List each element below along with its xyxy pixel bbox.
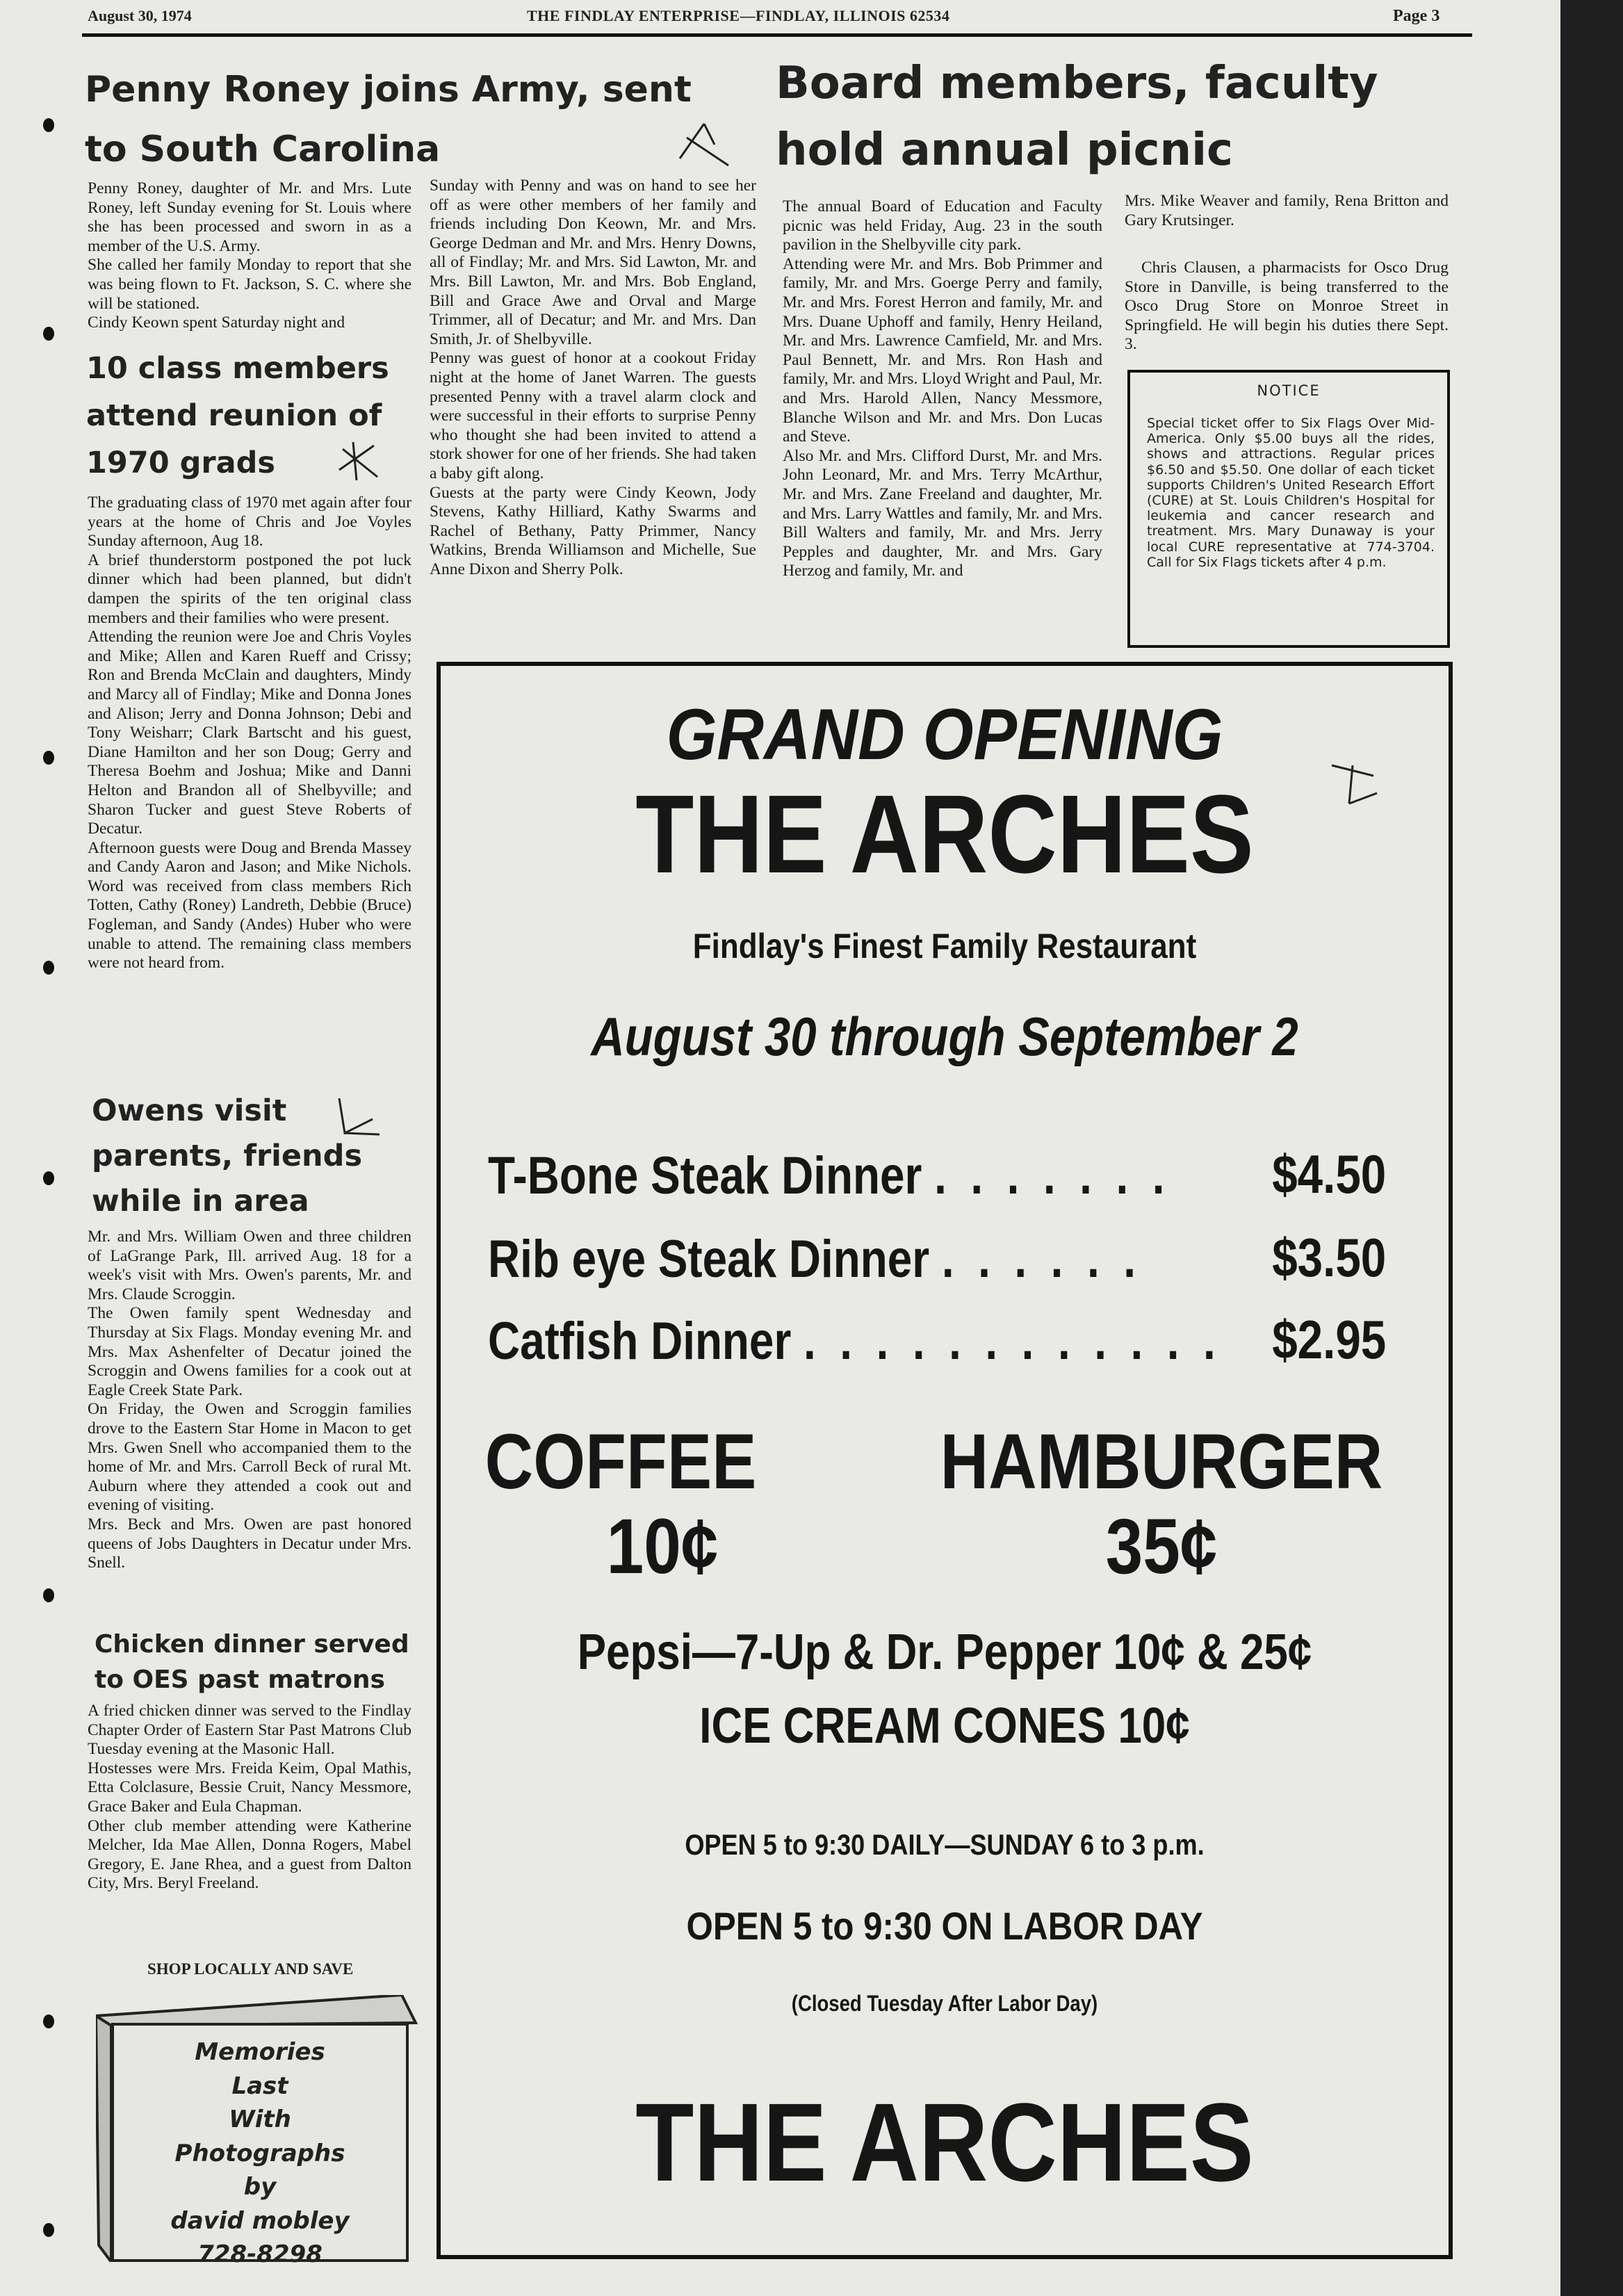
notice-box: [1127, 370, 1450, 648]
ad-dates: August 30 through September 2: [591, 1006, 1298, 1067]
binder-hole: [43, 2014, 54, 2028]
menu-price-ribeye: $3.50: [1272, 1227, 1386, 1288]
pen-mark: [673, 117, 735, 172]
menu-item-catfish: [488, 1311, 1221, 1371]
clausen-body: Chris Clausen, a pharmacists for Osco Drug Store in Danville, is being transferred to the Osco Drug Store on Monroe Street in Springfield. He will begin his duties there Sept. 3.: [1125, 259, 1449, 354]
ad-closed-note: (Closed Tuesday After Labor Day): [791, 1991, 1098, 2016]
ad-drinks: Pepsi—7-Up & Dr. Pepper 10¢ & 25¢: [577, 1625, 1312, 1680]
ad-labor-day: OPEN 5 to 9:30 ON LABOR DAY: [686, 1904, 1203, 1948]
binder-hole: [43, 327, 54, 341]
ad-ice-cream: ICE CREAM CONES 10¢: [699, 1698, 1190, 1754]
paper-name: THE FINDLAY ENTERPRISE—FINDLAY, ILLINOIS 62534: [527, 7, 950, 24]
menu-leader-dots: . . . . . . .: [934, 1146, 1171, 1205]
photo-ad-text: [114, 2035, 406, 2272]
oes-body: A fried chicken dinner was served to the Findlay Chapter Order of Eastern Star Past Matrons Club Tuesday evening at the Masonic Hall. Hostesses were Mrs. Freida Keim, Opal Mathis, Etta Colclasure, Bessie Cruit, Nancy Messmore, Grace Baker and Eula Chapman. Other club member attending were Katherine Melcher, Ida Mae Allen, Donna Rogers, Mabel Gregory, E. Jane Rhea, and a guest from Dalton City, Mrs. Beryl Freeland.: [88, 1702, 411, 1893]
photo-ad-line: Last: [231, 2071, 288, 2100]
menu-item-tbone: [488, 1146, 1171, 1206]
ad-restaurant-name: THE ARCHES: [635, 772, 1254, 896]
binder-hole: [43, 751, 54, 765]
photo-ad-phone: 728-8298: [197, 2240, 323, 2268]
photo-ad-line: Memories: [195, 2038, 325, 2066]
roney-body-col2: Sunday with Penny and was on hand to see her off as were other members of her family and friends including Don Keown, Mr. and Mrs. George Dedman and Mr. and Mrs. Henry Downs, all of Findlay; Mr. and Mrs. Sid Lawton, Mr. and Mrs. Bill Lawton, Mr. and Mrs. Bob England, Bill and Grace Awe and Orval and Marge Trimmer, all of Decatur; and Mr. and Mrs. Dan Smith, Jr. of Shelbyville. Penny was guest of honor at a cookout Friday night at the home of Janet Warren. The guests presented Penny with a travel alarm clock and were successful in their efforts to surprise Penny who thought she had been invited to attend a stork shower for one of her friends. She had taken a baby gift along. Guests at the party were Cindy Keown, Jody Stevens, Kathy Hilliard, Kathy Swarms and Rachel of Bethany, Patty Primmer, Nancy Watkins, Brenda Williamson and Michelle, Sue Anne Dixon and Sherry Polk.: [430, 177, 756, 578]
photo-ad-line: With: [229, 2106, 291, 2133]
picnic-body-col2: Mrs. Mike Weaver and family, Rena Britton and Gary Krutsinger.: [1125, 192, 1449, 229]
notice-body: Special ticket offer to Six Flags Over Mid-America. Only $5.00 buys all the rides, shows and attractions. Regular prices $6.50 and $5.50. One dollar of each ticket supports Children's United Research Effort (CURE) at St. Louis Children's Hospital for leukemia and cancer research and treatment. Mrs. Mary Dunaway is your local CURE representative at 774-3704. Call for Six Flags tickets after 4 p.m.: [1147, 416, 1435, 570]
menu-item-label: Rib eye Steak Dinner: [488, 1230, 930, 1289]
menu-leader-dots: . . . . . . . . . . . .: [804, 1312, 1222, 1371]
headline-reunion: 10 class members attend reunion of 1970 grads: [86, 351, 389, 480]
binder-hole: [43, 1588, 54, 1602]
ad-tagline: Findlay's Finest Family Restaurant: [692, 927, 1197, 966]
binder-hole: [43, 1171, 54, 1185]
menu-item-label: Catfish Dinner: [488, 1312, 792, 1371]
roney-body-col1: Penny Roney, daughter of Mr. and Mrs. Lute Roney, left Sunday evening for St. Louis where she has been processed and sworn in as a member of the U.S. Army. She called her family Monday to report that she was being flown to Ft. Jackson, S. C. where she will be stationed. Cindy Keown spent Saturday night and: [88, 179, 411, 332]
ad-grand-opening: GRAND OPENING: [666, 694, 1223, 775]
ad-footer-name: THE ARCHES: [635, 2080, 1254, 2204]
masthead-rule: [82, 33, 1472, 37]
menu-price-catfish: $2.95: [1272, 1309, 1386, 1370]
issue-date: August 30, 1974: [88, 7, 192, 24]
page-number: Page 3: [1393, 7, 1440, 25]
photo-ad-line: david mobley: [170, 2206, 350, 2235]
menu-item-label: T-Bone Steak Dinner: [488, 1146, 922, 1205]
binder-hole: [43, 2223, 54, 2237]
photo-ad-panel: [111, 2023, 409, 2268]
binder-hole: [43, 961, 54, 975]
headline-roney: Penny Roney joins Army, sent to South Carolina: [85, 69, 692, 170]
picnic-body-col1: The annual Board of Education and Faculty picnic was held Friday, Aug. 23 in the south pavilion in the Shelbyville city park. Attending were Mr. and Mrs. Bob Primmer and family, Mr. and Mrs. Goerge Perry and family, Mr. and Mrs. Forest Herron and family, Mr. and Mrs. Duane Uphoff and family, Henry Heiland, Mr. and Mrs. Lawrence Camfield, Mr. and Mrs. Paul Bennett, Mr. and Mrs. Ron Hash and family, Mr. and Mrs. Lloyd Wright and Paul, Mr. and Mrs. Harold Allen, Nancy Messmore, Blanche Wilson and Mr. and Mrs. Don Lucas and Steve. Also Mr. and Mrs. Clifford Durst, Mr. and Mrs. John Leonard, Mr. and Mrs. Terry McArthur, Mr. and Mrs. Zane Freeland and daughter, Mr. and Mrs. Larry Wattles and family, Mr. and Mrs. Bill Walters and family, Mr. and Mrs. Jerry Pepples and daughter, Mr. and Mrs. Gary Herzog and family, Mr. and: [783, 197, 1102, 580]
ad-hours: OPEN 5 to 9:30 DAILY—SUNDAY 6 to 3 p.m.: [685, 1828, 1205, 1861]
ad-coffee-price: 10¢: [606, 1503, 719, 1590]
binder-hole: [43, 118, 54, 132]
headline-owens: Owens visit parents, friends while in area: [92, 1093, 363, 1219]
photo-ad-line: Photographs: [174, 2139, 345, 2167]
menu-leader-dots: . . . . . .: [941, 1230, 1142, 1289]
photo-ad-line: by: [243, 2173, 277, 2201]
photography-ad: [96, 1995, 419, 2268]
ad-coffee-label: COFFEE: [484, 1418, 757, 1505]
scan-edge: [1560, 0, 1623, 2296]
ad-hamburger-label: HAMBURGER: [940, 1418, 1383, 1505]
headline-picnic: Board members, faculty hold annual picnic: [776, 58, 1378, 176]
arches-ad: [437, 662, 1453, 2259]
menu-item-ribeye: [488, 1229, 1141, 1289]
notice-title: NOTICE: [1257, 382, 1321, 399]
menu-price-tbone: $4.50: [1272, 1143, 1386, 1205]
headline-oes: Chicken dinner served to OES past matrons: [95, 1630, 409, 1694]
owens-body: Mr. and Mrs. William Owen and three children of LaGrange Park, Ill. arrived Aug. 18 for a week's visit with Mrs. Owen's parents, Mr. and Mrs. Claude Scroggin. The Owen family spent Wednesday and Thursday at Six Flags. Monday evening Mr. and Mrs. Max Ashenfelter of Decatur joined the Scroggin and Owens families for a cook out at Eagle Creek State Park. On Friday, the Owen and Scroggin families drove to the Eastern Star Home in Macon to get Mrs. Gwen Snell who accompanied them to the home of Mr. and Mrs. Carroll Beck of rural Mt. Auburn where they attended a cook out and evening of visiting. Mrs. Beck and Mrs. Owen are past honored queens of Jobs Daughters in Decatur under Mrs. Snell.: [88, 1228, 411, 1572]
reunion-body: The graduating class of 1970 met again after four years at the home of Chris and Joe Voyles Sunday afternoon, Aug 18. A brief thunderstorm postponed the pot luck dinner which had been planned, but didn't dampen the spirits of the ten original class members and their families who were present. Attending the reunion were Joe and Chris Voyles and Mike; Allen and Karen Rueff and Crissy; Ron and Brenda McClain and daughters, Mindy and Marcy all of Findlay; Mike and Donna Jones and Alison; Jerry and Donna Johnson; Debi and Tony Weisharr; Clark Bartscht and his guest, Diane Hamilton and her son Doug; Gerry and Theresa Boehm and Joshua; Mike and Danni Helton and Brandon all of Shelbyville; and Sharon Tucker and guest Steve Roberts of Decatur. Afternoon guests were Doug and Brenda Massey and Candy Aaron and Jason; and Mike Nichols. Word was received from class members Rich Totten, Cathy (Roney) Landreth, Debbie (Bruce) Fogleman, and Sandy (Andes) Huber who were unable to attend. The remaining class members were not heard from.: [88, 494, 411, 972]
ad-hamburger-price: 35¢: [1105, 1503, 1218, 1590]
shop-locally: SHOP LOCALLY AND SAVE: [147, 1960, 354, 1978]
